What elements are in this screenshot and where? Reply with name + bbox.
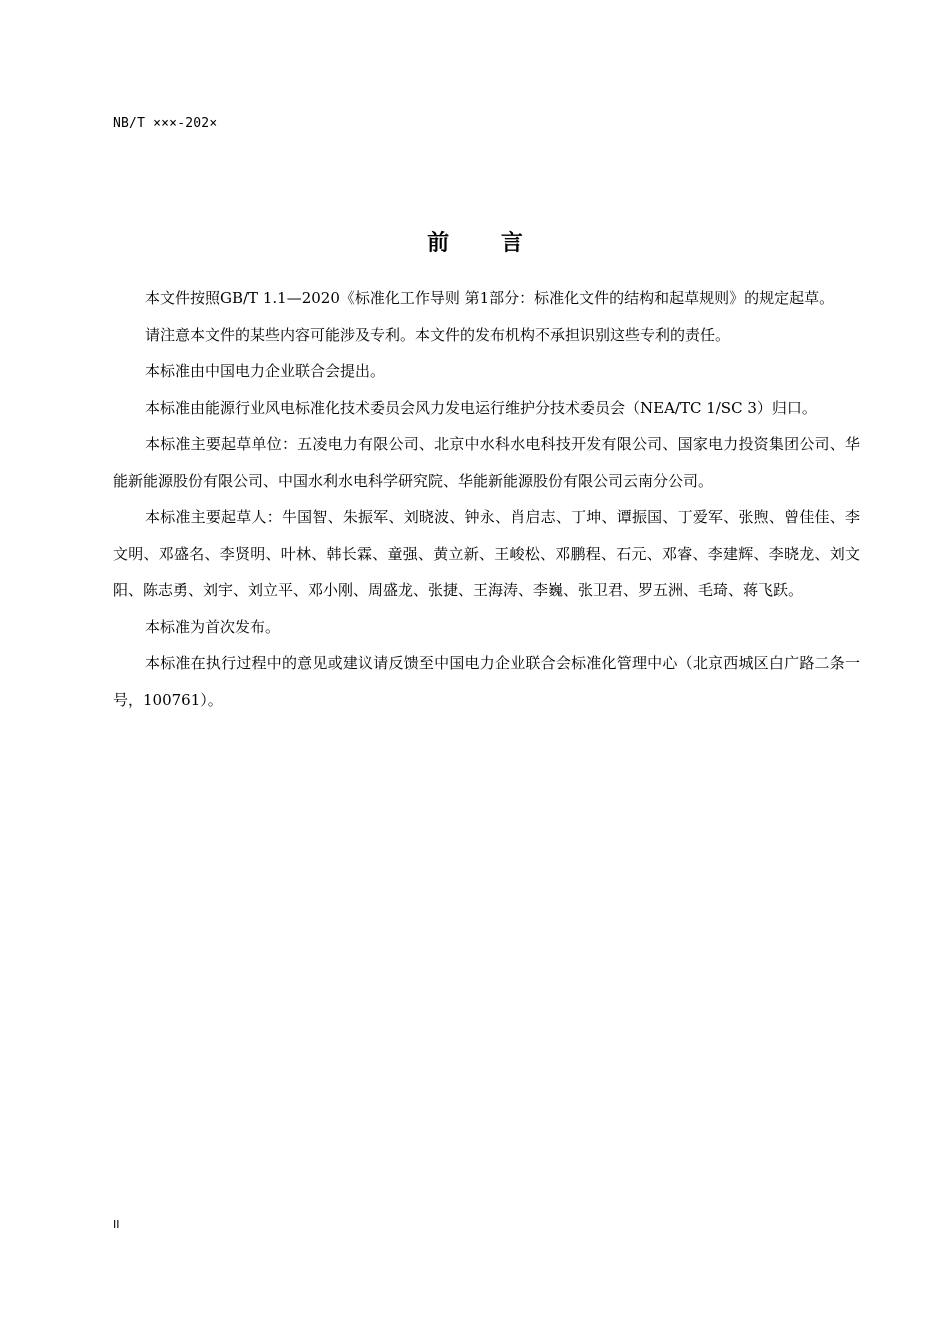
paragraph-technical-committee: 本标准由能源行业风电标准化技术委员会风力发电运行维护分技术委员会（NEA/TC 1/SC 3）归口。 [145, 398, 817, 417]
paragraph-feedback-contact: 本标准在执行过程中的意见或建议请反馈至中国电力企业联合会标准化管理中心（北京西城区白广路二条一号，100761）。 [113, 654, 860, 709]
paragraph-drafters: 本标准主要起草人：牛国智、朱振军、刘晓波、钟永、肖启志、丁坤、谭振国、丁爱军、张煦、曾佳佳、李文明、邓盛名、李贤明、叶林、韩长霖、童强、黄立新、王峻松、邓鹏程、石元、邓睿、李建辉、李晓龙、刘文阳、陈志勇、刘宇、刘立平、邓小刚、周盛龙、张捷、王海涛、李巍、张卫君、罗五洲、毛琦、蒋飞跃。 [113, 508, 860, 599]
page-title: 前 言 [427, 231, 545, 256]
paragraph-patent-notice: 请注意本文件的某些内容可能涉及专利。本文件的发布机构不承担识别这些专利的责任。 [145, 325, 731, 344]
foreword-body [113, 280, 860, 718]
paragraph-first-release: 本标准为首次发布。 [145, 617, 281, 636]
standard-code: NB/T ×××-202× [113, 116, 218, 131]
page-number: II [113, 1218, 120, 1231]
paragraph-drafting-rules: 本文件按照GB/T 1.1—2020《标准化工作导则 第1部分：标准化文件的结构和起草规则》的规定起草。 [145, 289, 835, 307]
paragraph-proposer: 本标准由中国电力企业联合会提出。 [145, 362, 386, 380]
paragraph-drafting-organizations: 本标准主要起草单位：五凌电力有限公司、北京中水科水电科技开发有限公司、国家电力投资集团公司、华能新能源股份有限公司、中国水利水电科学研究院、华能新能源股份有限公司云南分公司。 [113, 435, 860, 490]
